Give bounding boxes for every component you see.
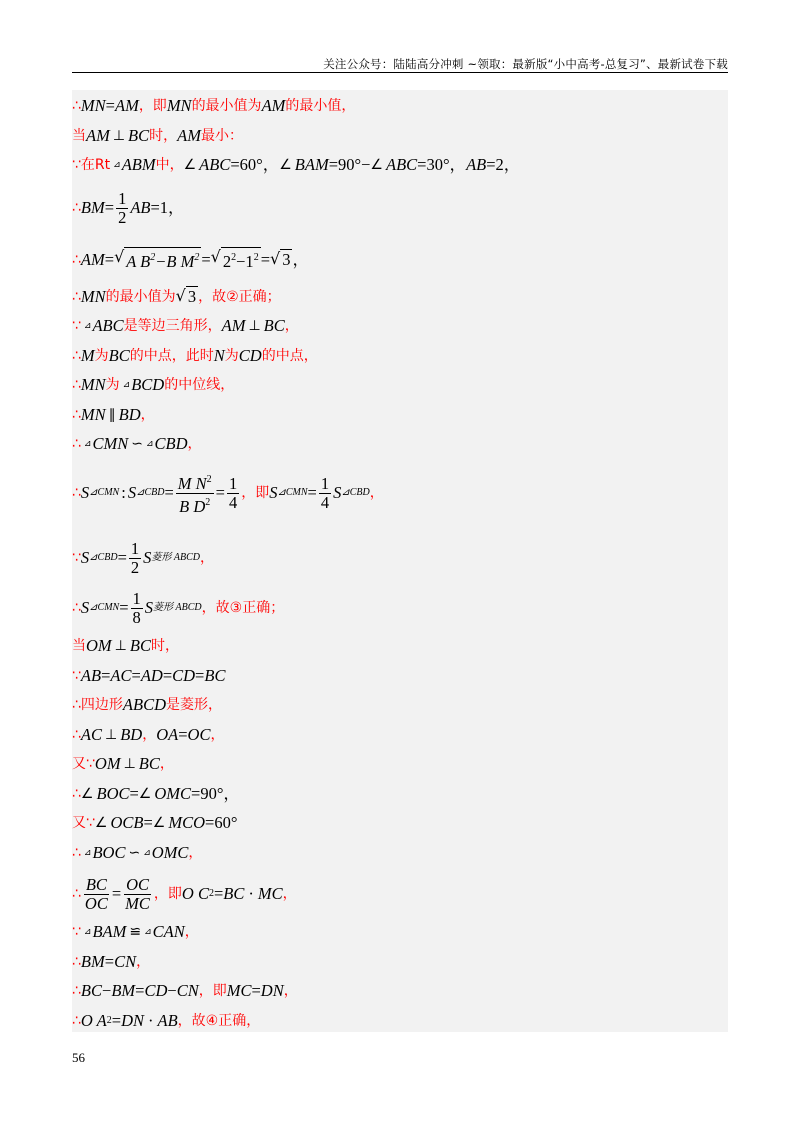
line-23: ∴ $\frac{BC}{OC}$ = $\frac{OC}{MC}$ ，即 O C 2 = BC · MC ， xyxy=(72,874,297,913)
line-24: ∵ ⊿ BAM ≌ ⊿ CAN ， xyxy=(72,922,199,941)
line-21: 又∵ ∠ OCB = ∠ MCO =60° xyxy=(72,813,238,832)
line-20: ∴ ∠ BOC = ∠ OMC =90°， xyxy=(72,784,240,803)
line-5: ∴ AM = √ A $B^2-B$ $M^2$ = √ $2^2-1^2$ = √ 3 ， xyxy=(72,247,309,271)
line-18: ∴ AC ⊥ BD ， OA = OC ， xyxy=(72,725,225,744)
line-3: ∵ 在Rt ⊿ ABM 中， ∠ ABC =60°， ∠ BAM =90°− ∠ ABC =30°， AB =2， xyxy=(72,155,521,174)
sqrt-three: √ 3 xyxy=(270,249,291,269)
line-15: 当 OM ⊥ BC 时， xyxy=(72,636,179,655)
header-rule xyxy=(72,72,728,73)
line-10: ∴ MN ∥ BD ， xyxy=(72,405,155,424)
fraction-quarter: $\frac{1}{4}$ xyxy=(320,473,330,512)
fraction-half: $\frac{1}{2}$ xyxy=(130,538,140,577)
line-26: ∴ BC − BM = CD − CN ，即 MC = DN ， xyxy=(72,981,298,1000)
line-8: ∴ M 为 BC 的中点，此时 N 为 CD 的中点， xyxy=(72,346,318,365)
line-14: ∴ S ⊿CMN = $\frac{1}{8}$ S 菱形 ABCD ，故③正确； xyxy=(72,588,285,627)
sqrt-three: √ 3 xyxy=(175,286,197,306)
line-17: ∴ 四边形 ABCD 是菱形， xyxy=(72,695,223,714)
line-1: ∴ MN = AM ，即 MN 的最小值为 AM 的最小值， xyxy=(72,96,356,115)
fraction-quarter: $\frac{1}{4}$ xyxy=(228,473,238,512)
fraction-bc-oc: $\frac{BC}{OC}$ xyxy=(84,874,108,913)
line-27: ∴ O A 2 = DN · AB ，故④正确， xyxy=(72,1011,261,1030)
line-13: ∵ S ⊿CBD = $\frac{1}{2}$ S 菱形 ABCD ， xyxy=(72,538,214,577)
sqrt-expression-1: √ A $B^2-B$ $M^2$ xyxy=(114,247,200,271)
line-25: ∴ BM = CN ， xyxy=(72,952,151,971)
fraction-oc-mc: $\frac{OC}{MC}$ xyxy=(125,874,150,913)
line-9: ∴ MN 为 ⊿ BCD 的中位线， xyxy=(72,375,235,394)
line-19: 又∵ OM ⊥ BC ， xyxy=(72,754,174,773)
line-11: ∴ ⊿ CMN ∽ ⊿ CBD ， xyxy=(72,434,202,453)
fraction-mn-bd: $\frac{M N^2}{B D^2}$ xyxy=(176,471,214,516)
solution-block xyxy=(72,90,728,1032)
sqrt-expression-2: √ $2^2-1^2$ xyxy=(210,247,259,271)
line-2: 当 AM ⊥ BC 时， AM 最小： xyxy=(72,126,243,145)
line-7: ∵ ⊿ ABC 是等边三角形， AM ⊥ BC ， xyxy=(72,316,299,335)
line-22: ∴ ⊿ BOC ∽ ⊿ OMC ， xyxy=(72,843,203,862)
page-number: 56 xyxy=(72,1050,85,1065)
fraction-half: $\frac{1}{2}$ xyxy=(118,188,127,227)
line-4: ∴ BM = $\frac{1}{2}$ AB =1， xyxy=(72,188,185,227)
fraction-eighth: $\frac{1}{8}$ xyxy=(132,588,141,627)
line-6: ∴ MN 的最小值为 √ 3 ，故②正确； xyxy=(72,286,281,306)
line-12: ∴ S ⊿CMN : S ⊿CBD = $\frac{M N^2}{B D^2}$ = $\frac{1}{4}$ ，即 S ⊿CMN = $\frac{1}{4}$ S ⊿CBD ， xyxy=(72,470,384,516)
page-header: 关注公众号：陆陆高分冲刺 ~领取：最新版“小中高考-总复习”、最新试卷下载 xyxy=(323,57,728,71)
line-16: ∵ AB = AC = AD = CD = BC xyxy=(72,666,226,685)
